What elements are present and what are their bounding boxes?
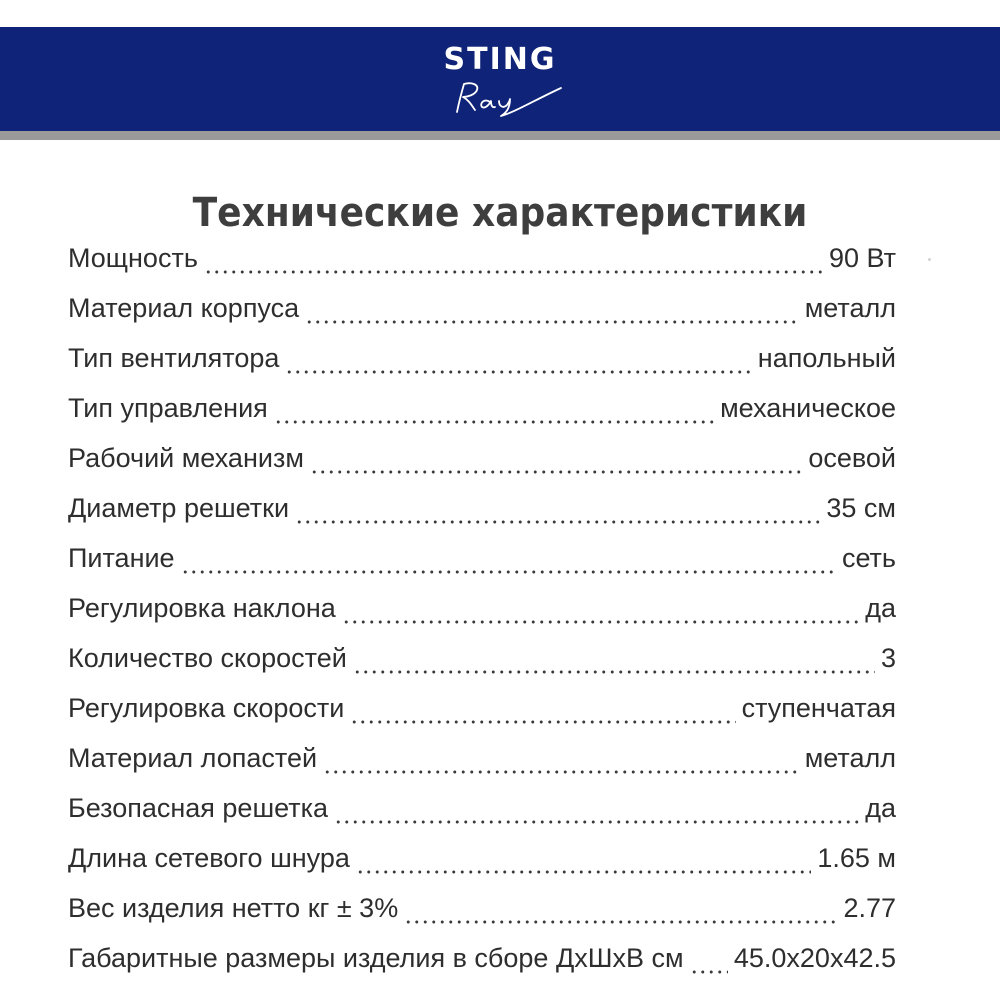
spec-label: Мощность <box>68 243 198 273</box>
dot-leader <box>356 836 811 880</box>
dot-leader <box>334 786 859 830</box>
spec-label: Регулировка наклона <box>68 593 336 623</box>
spec-value: да <box>865 793 896 823</box>
spec-row <box>68 480 896 530</box>
dot-leader <box>323 736 799 780</box>
spec-row <box>68 280 896 330</box>
spec-label: Количество скоростей <box>68 643 347 673</box>
spec-row <box>68 530 896 580</box>
spec-row <box>68 880 896 930</box>
spec-value: напольный <box>757 343 896 373</box>
spec-row <box>68 430 896 480</box>
dot-leader <box>350 686 735 730</box>
dot-leader <box>690 936 728 980</box>
spec-label: Безопасная решетка <box>68 793 329 823</box>
spec-value: 3 <box>880 643 896 673</box>
spec-label: Рабочий механизм <box>68 443 304 473</box>
header-stripe <box>0 131 1000 140</box>
dot-leader <box>204 236 823 280</box>
spec-label: Регулировка скорости <box>68 693 345 723</box>
spec-label: Тип управления <box>68 393 268 423</box>
spec-row <box>68 680 896 730</box>
dot-leader <box>274 386 714 430</box>
spec-row <box>68 330 896 380</box>
spec-value: 35 см <box>826 493 896 523</box>
spec-label: Диаметр решетки <box>68 493 290 523</box>
brand-logo-wordmark: STING <box>443 42 557 77</box>
decorative-dot <box>928 258 931 261</box>
spec-row <box>68 380 896 430</box>
brand-logo <box>0 40 1000 120</box>
spec-value: 1.65 м <box>817 843 896 873</box>
dot-leader <box>342 586 859 630</box>
spec-value: механическое <box>720 393 896 423</box>
spec-label: Питание <box>68 543 175 573</box>
brand-logo-script <box>435 78 565 118</box>
dot-leader <box>310 436 802 480</box>
spec-label: Тип вентилятора <box>68 343 280 373</box>
spec-value: да <box>865 593 896 623</box>
spec-row <box>68 580 896 630</box>
spec-row <box>68 730 896 780</box>
spec-label: Габаритные размеры изделия в сборе ДхШхВ см <box>68 943 684 973</box>
spec-value: 90 Вт <box>828 243 896 273</box>
spec-value: 2.77 <box>843 893 896 923</box>
spec-row <box>68 930 896 980</box>
spec-label: Материал лопастей <box>68 743 318 773</box>
dot-leader <box>353 636 875 680</box>
spec-row <box>68 780 896 830</box>
spec-value: осевой <box>808 443 896 473</box>
page-title: Технические характеристики <box>192 189 808 236</box>
spec-row <box>68 630 896 680</box>
dot-leader <box>181 536 836 580</box>
spec-row <box>68 830 896 880</box>
dot-leader <box>305 286 799 330</box>
spec-label: Вес изделия нетто кг ± 3% <box>68 893 399 923</box>
dot-leader <box>285 336 751 380</box>
dot-leader <box>295 486 820 530</box>
spec-value: сеть <box>841 543 896 573</box>
spec-list <box>68 230 896 980</box>
spec-label: Материал корпуса <box>68 293 300 323</box>
spec-value: ступенчатая <box>741 693 896 723</box>
spec-value: металл <box>804 293 896 323</box>
spec-value: 45.0x20x42.5 <box>733 943 896 973</box>
spec-label: Длина сетевого шнура <box>68 843 350 873</box>
spec-row <box>68 230 896 280</box>
spec-value: металл <box>804 743 896 773</box>
dot-leader <box>404 886 837 930</box>
